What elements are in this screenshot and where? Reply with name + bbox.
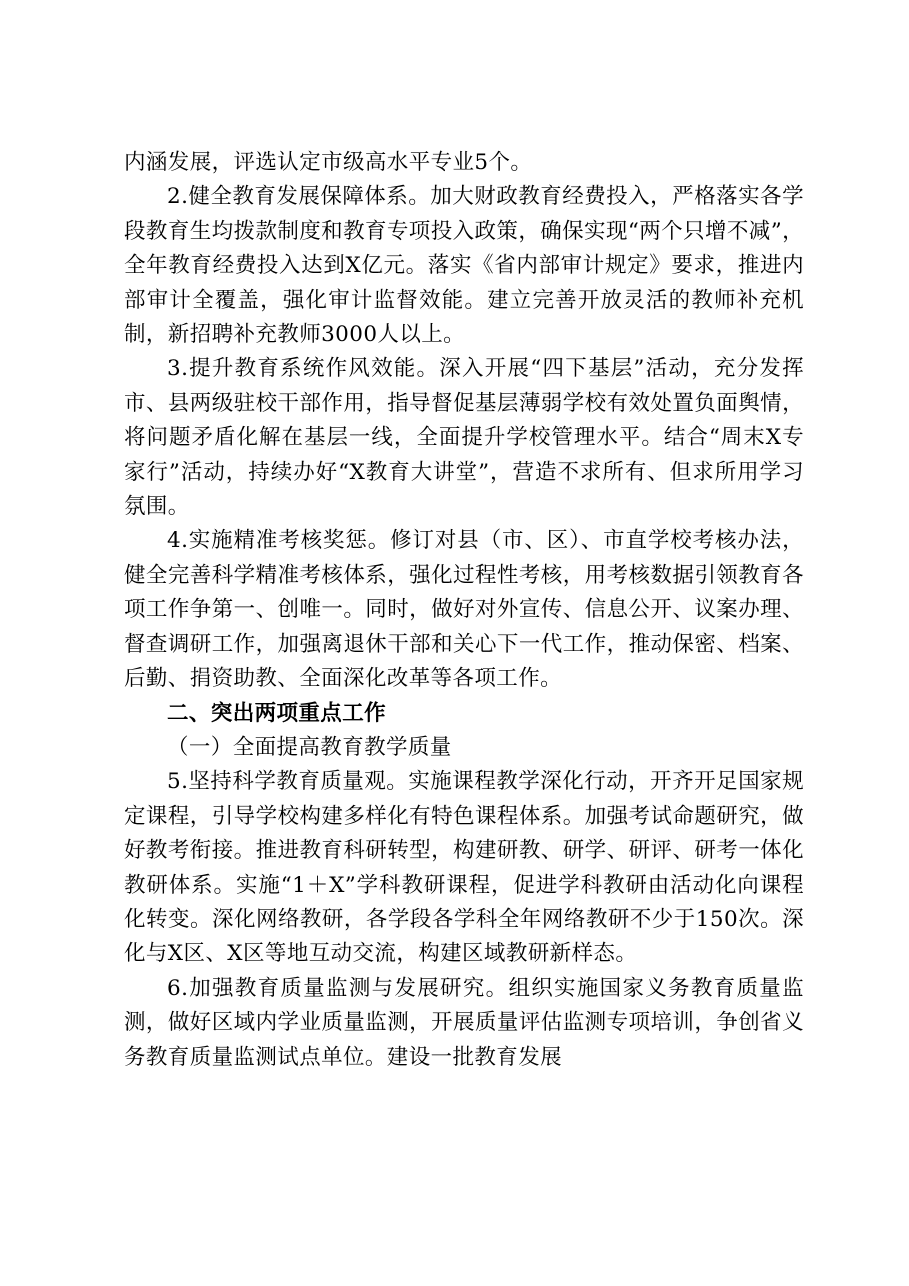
section-heading: 二、突出两项重点工作 xyxy=(167,700,387,726)
paragraph-continuation: 内涵发展，评选认定市级高水平专业5个。 xyxy=(124,150,533,175)
document-body xyxy=(124,146,804,1075)
paragraph-item-2: 2.健全教育发展保障体系。加大财政教育经费投入，严格落实各学段教育生均拨款制度和教育专项投入政策，确保实现“两个只增不减”，全年教育经费投入达到X亿元。落实《省内部审计规定》要求，推进内部审计全覆盖，强化审计监督效能。建立完善开放灵活的教师补充机制，新招聘补充教师3000人以上。 xyxy=(124,184,804,348)
paragraph-item-6: 6.加强教育质量监测与发展研究。组织实施国家义务教育质量监测，做好区域内学业质量监测，开展质量评估监测专项培训，争创省义务教育质量监测试点单位。建设一批教育发展 xyxy=(124,975,804,1070)
paragraph-item-4: 4.实施精准考核奖惩。修订对县（市、区）、市直学校考核办法，健全完善科学精准考核体系，强化过程性考核，用考核数据引领教育各项工作争第一、创唯一。同时，做好对外宣传、信息公开、议案办理、督查调研工作，加强离退休干部和关心下一代工作，推动保密、档案、后勤、捐资助教、全面深化改革等各项工作。 xyxy=(124,528,804,692)
paragraph-item-5: 5.坚持科学教育质量观。实施课程教学深化行动，开齐开足国家规定课程，引导学校构建多样化有特色课程体系。加强考试命题研究，做好教考衔接。推进教育科研转型，构建研教、研学、研评、研考一体化教研体系。实施“1＋X”学科教研课程，促进学科教研由活动化向课程化转变。深化网络教研，各学段各学科全年网络教研不少于150次。深化与X区、X区等地互动交流，构建区域教研新样态。 xyxy=(124,769,804,967)
subsection-heading: （一）全面提高教育教学质量 xyxy=(167,734,452,760)
paragraph-item-3: 3.提升教育系统作风效能。深入开展“四下基层”活动，充分发挥市、县两级驻校干部作用，指导督促基层薄弱学校有效处置负面舆情，将问题矛盾化解在基层一线，全面提升学校管理水平。结合“周末X专家行”活动，持续办好“X教育大讲堂”，营造不求所有、但求所用学习氛围。 xyxy=(124,356,804,520)
